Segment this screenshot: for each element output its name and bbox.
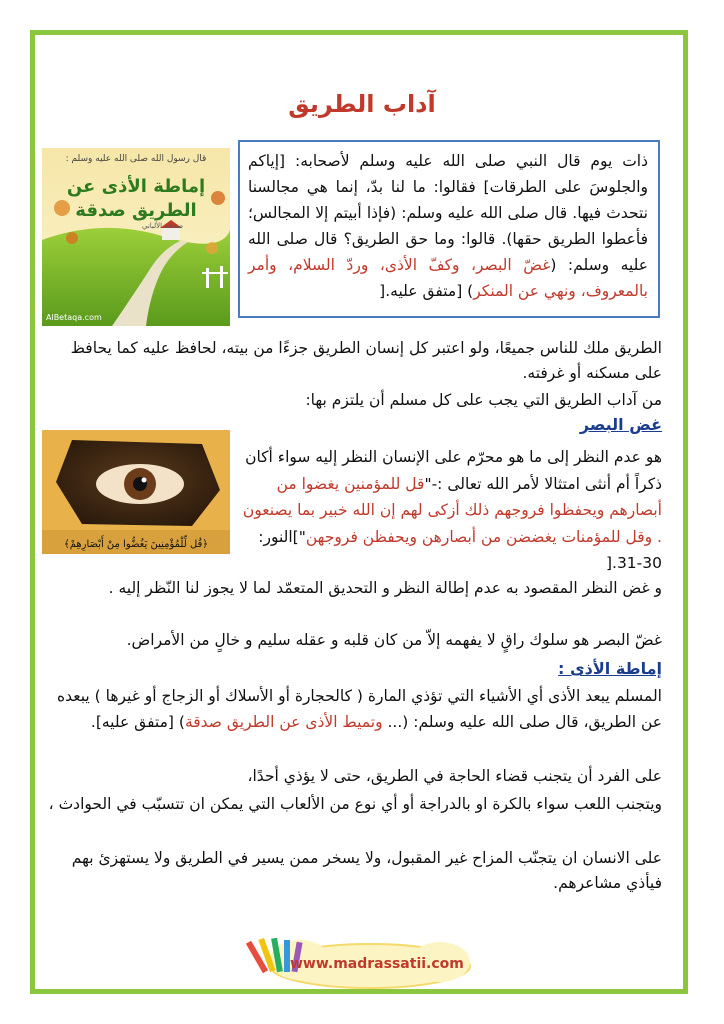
- intro-hadith-box: [238, 140, 660, 318]
- poster-title-line1: إماطة الأذى عن: [66, 176, 206, 197]
- road-poster-image: [42, 148, 230, 326]
- eye-caption: ﴿قُل لِّلْمُؤْمِنِينَ يَغُضُّوا مِنْ أَبْصَارِهِمْ﴾: [63, 539, 209, 550]
- intro-quote: غضّ البصر، وكفّ الأذى، وردّ السلام، وأمر بالمعروف، ونهي عن المنكر: [248, 256, 648, 300]
- intro-text: ذات يوم قال النبي صلى الله عليه وسلم لأصحابه: [إياكم والجلوسَ على الطرقات] فقالوا: ما لنا بدّ، إنما هي مجالسنا نتحدث فيها. قال صلى الله عليه وسلم: (فإذا أبيتم إلا المجالس؛ فأعطوا الطريق حقها). قالوا: وما حق الطريق؟ قال صلى الله عليه وسلم: (: [248, 152, 648, 274]
- eye-illustration: [42, 430, 230, 554]
- verse-reference: "]النور: 30-31.[: [258, 527, 662, 572]
- quran-verse: قل للمؤمنين يغضوا من أبصارهم ويحفظوا فروجهم ذلك أزكى لهم إن الله خبير بما يصنعون . وقل للمؤمنات يغضضن من أبصارهن ويحفظن فروجهن: [242, 474, 662, 546]
- removing-harm-paragraph: [48, 684, 662, 735]
- footer-website[interactable]: www.madrassatii.com: [290, 956, 464, 972]
- intro-reference: ) [متفق عليه.[: [379, 282, 474, 300]
- poster-header: قال رسول الله صلى الله عليه وسلم :: [65, 154, 207, 164]
- road-illustration: [42, 148, 230, 326]
- gaze-virtue: غضّ البصر هو سلوك راقٍ لا يفهمه إلاّ من كان قلبه و عقله سليم و خالٍ من الأمراض.: [126, 631, 662, 649]
- heading-removing-harm: إماطة الأذى :: [558, 659, 662, 678]
- harm-hadith: وتميط الأذى عن الطريق صدقة: [184, 712, 383, 731]
- harm-reference: ) [متفق عليه].: [90, 712, 185, 731]
- paragraph-etiquette-intro: من آداب الطريق التي يجب على كل مسلم أن يلتزم بها:: [305, 391, 662, 409]
- eye-image: [42, 430, 230, 554]
- avoid-playing: ويتجنب اللعب سواء بالكرة او بالدراجة أو أي نوع من الألعاب التي يمكن ان تتسبّب في الحوادث ،: [48, 795, 662, 813]
- avoid-relieving: على الفرد أن يتجنب قضاء الحاجة في الطريق، حتى لا يؤذي أحدًا،: [247, 767, 662, 785]
- page-title: آداب الطريق: [288, 90, 436, 118]
- avoid-joking: على الانسان ان يتجنّب المزاح غير المقبول، ولا يسخر ممن يسير في الطريق ولا يستهزئ بهم فيأذي مشاعرهم.: [71, 849, 662, 892]
- harm-text: المسلم يبعد الأذى أي الأشياء التي تؤذي المارة ( كالحجارة أو الأسلاك أو الزجاج أو غيرها ) يبعده عن الطريق، قال صلى الله عليه وسلم: (...: [56, 687, 662, 731]
- heading-lowering-gaze: غض البصر: [579, 415, 662, 434]
- footer-logo: [240, 930, 480, 994]
- gaze-definition-text: هو عدم النظر إلى ما هو محرّم على الإنسان النظر إليه سواء أكان ذكراً أم أنثى امتثالا لأمر الله تعالى :-": [245, 448, 662, 493]
- lowering-gaze-definition: [238, 444, 662, 577]
- poster-title-line2: الطريق صدقة: [75, 200, 197, 221]
- paragraph-road-ownership: الطريق ملك للناس جميعًا، ولو اعتبر كل إنسان الطريق جزءًا من بيته، لحافظ عليه كما يحافظ على مسكنه أو غرفته.: [70, 339, 662, 382]
- poster-source: صححه الألباني: [142, 222, 184, 230]
- gaze-explanation: و غض النظر المقصود به عدم إطالة النظر و التحديق المتعمّد لما لا يجوز لنا النّظر إليه .: [108, 579, 662, 597]
- poster-watermark: AlBetaqa.com: [46, 313, 102, 322]
